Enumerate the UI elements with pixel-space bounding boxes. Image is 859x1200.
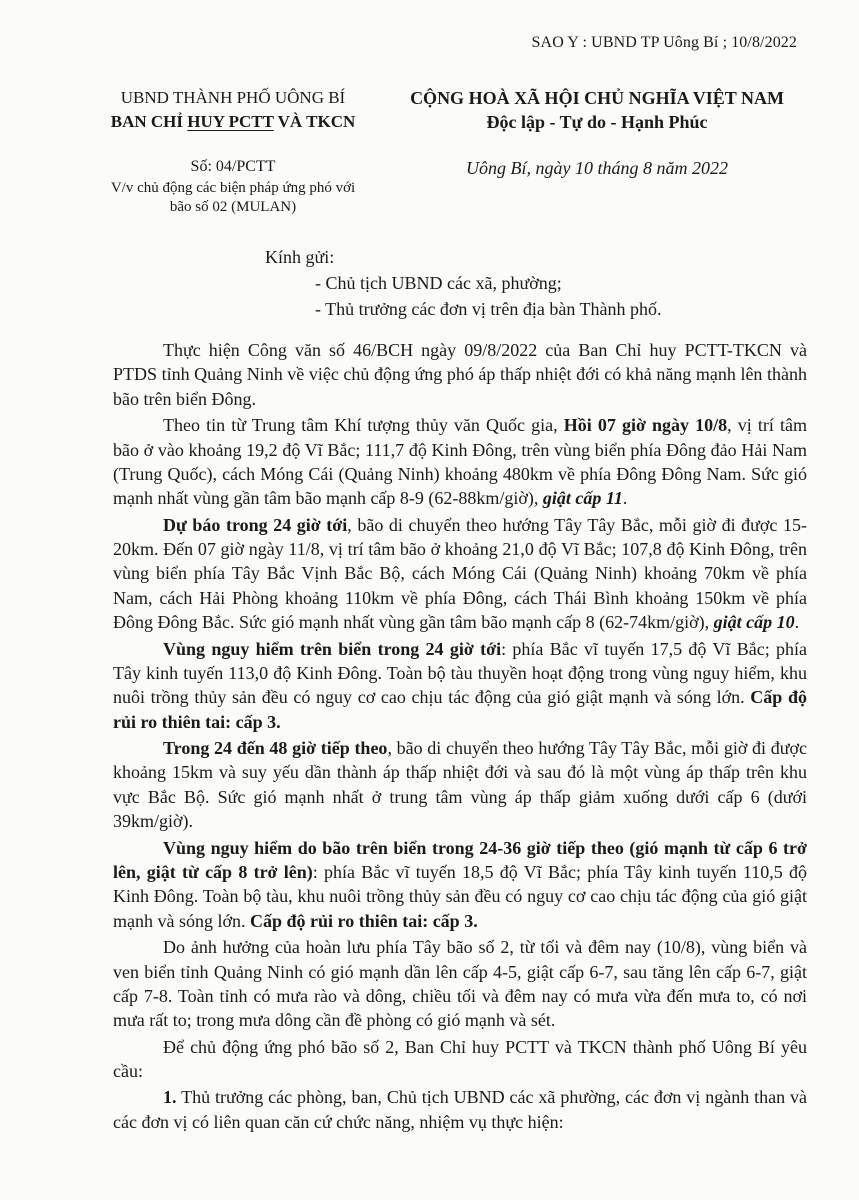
issue-date: Uông Bí, ngày 10 tháng 8 năm 2022 (466, 158, 728, 178)
p5-text-b: , bão di chuyển theo hướng Tây Tây Bắc, mỗi giờ đi được khoảng 15km và suy yếu dần thành áp thấp nhiệt đới và sau đó là một vùng áp thấp trên khu vực Bắc Bộ. Sức gió mạnh nhất ở trung tâm vùng áp thấp giảm xuống dưới cấp 6 (dưới 39km/giờ). (113, 738, 807, 832)
recipient-item: - Chủ tịch UBND các xã, phường; (315, 273, 562, 293)
p2-emphasis-gust: giật cấp 11 (542, 488, 623, 509)
paragraph-3 (113, 513, 807, 635)
p4-emphasis-risk: Cấp độ rủi ro thiên tai: cấp 3. (113, 687, 807, 732)
authority-line-2-part-c: VÀ TKCN (273, 112, 356, 131)
p3-emphasis-gust: giật cấp 10 (713, 612, 795, 633)
authority-line-2 (78, 110, 388, 134)
authority-line-2-part-a: BAN CHỈ (110, 112, 188, 131)
p4-text-b: : phía Bắc vĩ tuyến 17,5 độ Vĩ Bắc; phía Tây kinh tuyến 113,0 độ Kinh Đông. Toàn bộ tàu thuyền hoạt động trong vùng nguy hiểm, khu nuôi trồng thủy sản đều có nguy cơ cao chịu tác động của gió giật mạnh và sóng lớn. (113, 638, 807, 708)
document-subject (78, 179, 388, 217)
recipients-block (265, 244, 825, 322)
p9-item-number: 1. (163, 1087, 177, 1108)
p6-emphasis-danger-zone: Vùng nguy hiểm do bão trên biển trong 24-36 giờ tiếp theo (gió mạnh từ cấp 6 trở lên, giật từ cấp 8 trở lên) (113, 837, 807, 882)
copy-stamp: SAO Y : UBND TP Uông Bí ; 10/8/2022 (531, 34, 797, 51)
national-heading (392, 86, 802, 134)
subject-line-2: bão số 02 (MULAN) (169, 199, 297, 215)
subject-line-1: V/v chủ động các biện pháp ứng phó với (110, 180, 356, 196)
p3-text-b: , bão di chuyển theo hướng Tây Tây Bắc, mỗi giờ đi được 15-20km. Đến 07 giờ ngày 11/8, vị trí tâm bão ở khoảng 21,0 độ Vĩ Bắc; 107,8 độ Kinh Đông, trên vùng biển phía Tây Bắc Vịnh Bắc Bộ, cách Móng Cái (Quảng Ninh) khoảng 70km về phía Nam, cách Hải Phòng khoảng 110km về phía Đông, cách Thái Bình khoảng 150km về phía Đông Đông Bắc. Sức gió mạnh nhất vùng gần tâm bão mạnh cấp 8 (62-74km/giờ), (113, 514, 807, 633)
paragraph-1: Thực hiện Công văn số 46/BCH ngày 09/8/2022 của Ban Chỉ huy PCTT-TKCN và PTDS tỉnh Quảng Ninh về việc chủ động ứng phó áp thấp nhiệt đới có khả năng mạnh lên thành bão trên biển Đông. (113, 340, 807, 409)
p3-text-d: . (794, 612, 800, 633)
paragraph-4 (113, 637, 807, 735)
authority-line-2-part-b: HUY PCTT (187, 112, 274, 131)
paragraph-5 (113, 736, 807, 834)
national-motto: Độc lập - Tự do - Hạnh Phúc (486, 112, 708, 132)
p2-emphasis-time: Hồi 07 giờ ngày 10/8 (563, 415, 728, 436)
greeting: Kính gửi: (265, 247, 335, 267)
document-number: Số: 04/PCTT (190, 158, 276, 175)
p5-emphasis-period: Trong 24 đến 48 giờ tiếp theo (163, 738, 388, 759)
p6-text-b: : phía Bắc vĩ tuyến 18,5 độ Vĩ Bắc; phía Tây kinh tuyến 110,5 độ Kinh Đông. Toàn bộ tàu, khu nuôi trồng thủy sản đều có nguy cơ cao chịu tác động của gió giật mạnh và sóng lớn. (113, 861, 807, 931)
paragraph-2 (113, 413, 807, 511)
paragraph-7: Do ảnh hưởng của hoàn lưu phía Tây bão số 2, từ tối và đêm nay (10/8), vùng biển và ven biển tỉnh Quảng Ninh có gió mạnh dần lên cấp 4-5, giật cấp 6-7, sau tăng lên cấp 6-7, giật cấp 7-8. Toàn tỉnh có mưa rào và dông, chiều tối và đêm nay có mưa vừa đến mưa to, có nơi mưa rất to; trong mưa dông cần đề phòng có gió mạnh và sét. (113, 937, 807, 1031)
authority-line-1: UBND THÀNH PHỐ UÔNG BÍ (120, 88, 346, 107)
p2-text-c: , vị trí tâm bão ở vào khoảng 19,2 độ Vĩ Bắc; 111,7 độ Kinh Đông, trên vùng biển phía Đông đảo Hải Nam (Trung Quốc), cách Móng Cái (Quảng Ninh) khoảng 480km về phía Đông Đông Nam. Sức gió mạnh nhất vùng gần tâm bão mạnh cấp 8-9 (62-88km/giờ), (113, 415, 807, 509)
paragraph-8: Để chủ động ứng phó bão số 2, Ban Chỉ huy PCTT và TKCN thành phố Uông Bí yêu cầu: (113, 1036, 807, 1082)
p4-emphasis-danger-zone: Vùng nguy hiểm trên biển trong 24 giờ tới (163, 638, 502, 659)
issuing-authority (78, 86, 388, 134)
p6-emphasis-risk: Cấp độ rủi ro thiên tai: cấp 3. (250, 910, 478, 931)
recipient-item: - Thủ trưởng các đơn vị trên địa bàn Thành phố. (315, 299, 662, 319)
p2-text-e: . (622, 488, 628, 509)
p3-emphasis-forecast: Dự báo trong 24 giờ tới (163, 514, 348, 535)
paragraph-9 (113, 1085, 807, 1134)
p9-text: Thủ trưởng các phòng, ban, Chủ tịch UBND các xã phường, các đơn vị ngành than và các đơn vị có liên quan căn cứ chức năng, nhiệm vụ thực hiện: (113, 1087, 807, 1132)
paragraph-6 (113, 836, 807, 934)
p2-text-a: Theo tin từ Trung tâm Khí tượng thủy văn Quốc gia, (163, 415, 564, 436)
country-name: CỘNG HOÀ XÃ HỘI CHỦ NGHĨA VIỆT NAM (410, 88, 784, 108)
document-body (113, 338, 807, 1136)
